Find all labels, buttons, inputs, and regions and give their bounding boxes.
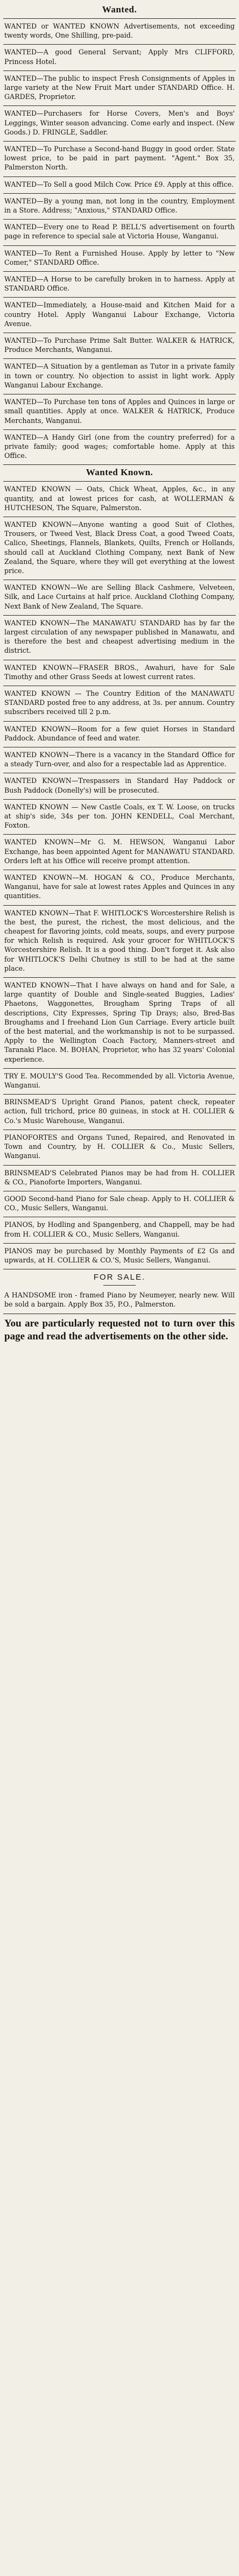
classified-ad: WANTED KNOWN — The Country Edition of the MANAWATU STANDARD posted free to any address, at 3s. per annum. Country subscribers received till 2 p.m. bbox=[4, 689, 235, 716]
divider bbox=[3, 1165, 236, 1166]
classified-ad: WANTED KNOWN—That F. WHITLOCK'S Worcestershire Relish is the best, the purest, the richest, the most delicious, and the cheapest for flavoring joints, cold meats, soups, and every purpose for which Relish is required. Ask your grocer for WHITLOCK'S Worcestershire Relish. It is a good thing. Don't forget it. Ask also for WHITLOCK'S Delhi Chutney is still to be had at the same place. bbox=[4, 908, 235, 972]
classified-ad: WANTED KNOWN—Anyone wanting a good Suit of Clothes, Trousers, or Tweed Vest, Black Dress Coat, a good Tweed Coats, Calico, Sheetings, Flannels, Blankets, Quilts, French or Hollands, should call at Auckland Clothing Company, next Bank of New Zealand, the Square, where they will get everything at the lowest price. bbox=[4, 520, 235, 575]
for-sale-ad: A HANDSOME iron - framed Piano by Neumeyer, nearly new. Will be sold a bargain. Apply Box 35, P.O., Palmerston. bbox=[4, 1291, 235, 1309]
divider bbox=[3, 245, 236, 246]
wanted-known-heading: Wanted Known. bbox=[86, 467, 153, 478]
divider bbox=[3, 1068, 236, 1069]
classified-ad: WANTED KNOWN—Trespassers in Standard Hay Paddock or Bush Paddock (Donelly's) will be prosecuted. bbox=[4, 777, 235, 794]
classified-ad: WANTED—Purchasers for Horse Covers, Men's and Boys' Leggings, Winter season advancing. Come early and inspect. (New Goods.) D. FRINGLE, Saddler. bbox=[4, 109, 235, 136]
classified-ad: WANTED KNOWN—Mr G. M. HEWSON, Wanganui Labor Exchange, has been appointed Agent for MANAWATU STANDARD. Orders left at his Office will receive prompt attention. bbox=[4, 838, 235, 865]
divider bbox=[3, 1094, 236, 1095]
divider bbox=[3, 615, 236, 616]
classified-ad: WANTED—To Purchase a Second-hand Buggy in good order. State lowest price, to be paid in part payment. "Agent." Box 35, Palmerston North. bbox=[4, 145, 235, 172]
classified-ad: WANTED—To Purchase ten tons of Apples and Quinces in large or small quantities. Apply at once. WALKER & HATRICK, Produce Merchants, Wanganui. bbox=[4, 398, 235, 425]
piano-ad: BRINSMEAD'S Celebrated Pianos may be had from H. COLLIER & CO., Pianoforte Importers, Wanganui. bbox=[4, 1168, 235, 1186]
divider bbox=[3, 193, 236, 194]
piano-ad: PIANOS, by Hodling and Spangenberg, and Chappell, may be had from H. COLLIER & CO., Music Sellers, Wanganui. bbox=[4, 1220, 235, 1238]
divider bbox=[3, 799, 236, 800]
divider bbox=[3, 105, 236, 106]
classified-ad: WANTED KNOWN — Oats, Chick Wheat, Apples, &c., in any quantity, and at lowest prices for cash, at WOLLERMAN & HUTCHESON, The Square, Palmerston. bbox=[4, 485, 235, 512]
divider bbox=[3, 44, 236, 45]
piano-ad: GOOD Second-hand Piano for Sale cheap. Apply to H. COLLIER & CO., Music Sellers, Wanganui. bbox=[4, 1194, 235, 1212]
classified-ad: WANTED—A good General Servant; Apply Mrs CLIFFORD, Princess Hotel. bbox=[4, 48, 235, 66]
divider bbox=[103, 1285, 136, 1286]
divider bbox=[3, 18, 236, 19]
for-sale-heading: FOR SALE. bbox=[93, 1273, 146, 1282]
divider bbox=[3, 70, 236, 71]
classified-ad: WANTED or WANTED KNOWN Advertisements, not exceeding twenty words, One Shilling, pre-paid. bbox=[4, 22, 235, 40]
divider bbox=[3, 358, 236, 359]
classified-ad: WANTED—Every one to Read P. BELL'S advertisement on fourth page in reference to special sale at Victoria House, Wanganui. bbox=[4, 223, 235, 241]
divider bbox=[3, 977, 236, 978]
piano-ad: BRINSMEAD'S Upright Grand Pianos, patent check, repeater action, full trichord, price 80 guineas, in stock at H. COLLIER & Co.'s Music Warehouse, Wanganui. bbox=[4, 1098, 235, 1125]
classified-ad: WANTED—The public to inspect Fresh Consignments of Apples in large variety at the New Fruit Mart under STANDARD Office. H. GARDES, Proprietor. bbox=[4, 74, 235, 101]
classified-ad: WANTED KNOWN—M. HOGAN & CO., Produce Merchants, Wanganui, have for sale at lowest rates Apples and Quinces in any quantities. bbox=[4, 873, 235, 900]
classified-ad: WANTED—By a young man, not long in the country, Employment in a Store. Address; "Anxious," STANDARD Office. bbox=[4, 196, 235, 215]
classified-ad: WANTED—A Situation by a gentleman as Tutor in a private family in town or country. No objection to assist in light work. Apply Wanganui Labour Exchange. bbox=[4, 362, 235, 389]
classified-ad: WANTED KNOWN—We are Selling Black Cashmere, Velveteen, Silk, and Lace Curtains at half price. Auckland Clothing Company, Next Bank of New Zealand, The Square. bbox=[4, 583, 235, 610]
divider bbox=[3, 297, 236, 298]
piano-ad: PIANOS may be purchased by Monthly Payments of £2 Gs and upwards, at H. COLLIER & CO.'S, Music Sellers, Wanganui. bbox=[4, 1246, 235, 1264]
classified-ad: WANTED KNOWN—That I have always on hand and for Sale, a large quantity of Double and Single-seated Buggies, Ladies' Phaetons, Waggonettes, Brougham Spring Traps of all descriptions, City Expresses, Spring Tip Drays; also, Bred-Bas Broughams and I freehand Lion Gun Carriage. Every article built of the best material, and the workmanship is not to be surpassed. Apply to the Wellington Coach Factory, Manners-street and Taranaki Place. M. BOHAN, Proprietor, who has 32 years' Colonial experience. bbox=[4, 981, 235, 1063]
divider bbox=[3, 905, 236, 906]
classified-ad: WANTED—To Rent a Furnished House. Apply by letter to "New Comer," STANDARD Office. bbox=[4, 249, 235, 266]
divider bbox=[3, 721, 236, 722]
classified-ad: WANTED KNOWN—There is a vacancy in the Standard Office for a steady Turn-over, and also for a respectable lad as Apprentice. bbox=[4, 750, 235, 768]
classified-ad: WANTED KNOWN—The MANAWATU STANDARD has by far the largest circulation of any newspaper published in Manawatu, and is therefore the best and cheapest advertising medium in the district. bbox=[4, 618, 235, 655]
tea-ad: TRY E. MOULY'S Good Tea. Recommended by all. Victoria Avenue, Wanganui. bbox=[4, 1071, 235, 1090]
divider bbox=[3, 271, 236, 272]
divider bbox=[3, 481, 236, 482]
classified-ad: WANTED—Immediately, a House-maid and Kitchen Maid for a country Hotel. Apply Wanganui Labour Exchange, Victoria Avenue. bbox=[4, 301, 235, 328]
divider bbox=[3, 219, 236, 220]
classified-ad: WANTED—To Sell a good Milch Cow. Price £9. Apply at this office. bbox=[4, 180, 234, 188]
classified-ad: WANTED KNOWN — New Castle Coals, ex T. W. Loose, on trucks at ship's side, 34s per ton. JOHN KENDELL, Coal Merchant, Foxton. bbox=[4, 802, 235, 830]
closing-notice: You are particularly requested not to turn over this page and read the advertisements on the other side. bbox=[4, 1317, 235, 1342]
divider bbox=[3, 141, 236, 142]
classified-ad: WANTED KNOWN—FRASER BROS., Awahuri, have for Sale Timothy and other Grass Seeds at lowest current rates. bbox=[4, 663, 235, 681]
classified-ad: WANTED—A Handy Girl (one from the country preferred) for a private family; good wages; comfortable home. Apply at this Office. bbox=[4, 433, 235, 460]
classified-ad: WANTED—To Purchase Prime Salt Butter. WALKER & HATRICK, Produce Merchants, Wanganui. bbox=[4, 336, 235, 354]
classified-ad: WANTED KNOWN—Room for a few quiet Horses in Standard Paddock. Abundance of feed and water. bbox=[4, 724, 235, 742]
divider bbox=[3, 429, 236, 430]
piano-ad: PIANOFORTES and Organs Tuned, Repaired, and Renovated in Town and Country, by H. COLLIER & Co., Music Sellers, Wanganui. bbox=[4, 1133, 235, 1160]
divider bbox=[3, 1243, 236, 1244]
divider bbox=[3, 464, 236, 465]
classified-ad: WANTED—A Horse to be carefully broken in to harness. Apply at STANDARD Office. bbox=[4, 275, 235, 293]
wanted-heading: Wanted. bbox=[102, 4, 137, 15]
divider bbox=[3, 834, 236, 835]
